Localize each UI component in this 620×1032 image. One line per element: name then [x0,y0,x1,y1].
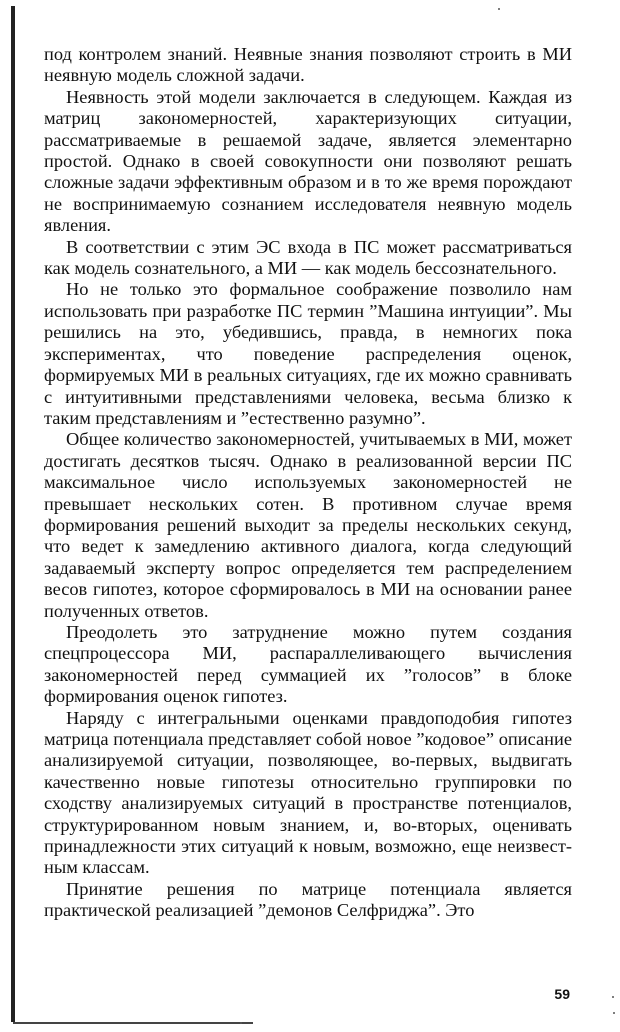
paragraph-potential-matrix: Наряду с интегральными оценками правдоподобия гипотез матрица потенциала представляет собой новое ”кодовое” описание анализируемой ситуации, позволяющее, во-первых, выдвигать качественно новые гипотезы относительно группировки по сходству анализируемых ситуаций в пространстве потенциалов, структурированном новым знанием, и, во-вторых, оценивать принадлежности этих ситуаций к новым, возможно, еще неизвестным классам. [44,707,572,878]
paragraph-implicitness: Неявность этой модели заключается в следующем. Каждая из матриц закономерностей, характеризующих ситуации, рассматриваемые в решаемой задаче, является элементарно простой. Однако в своей совокупности они позволяют решать сложные задачи эффективным образом и в то же время порождают не воспринимаемую сознанием исследователя неявную модель явления. [44,86,572,236]
scan-speck [612,996,614,998]
scan-speck [498,8,500,10]
paragraph-continuation: под контролем знаний. Неявные знания позволяют строить в МИ неявную модель сложной задачи. [44,44,572,86]
scan-speck [613,1012,615,1014]
page-body [44,44,572,922]
paragraph-intuition-machine: Но не только это формальное соображение позволило нам использовать при разработке ПС термин ”Машина интуиции”. Мы решились на это, убедившись, правда, в немногих пока экспериментах, что поведение распределения оценок, формируемых МИ в реальных ситуациях, где их можно сравнивать с интуитивными представлениями человека, весьма близко к таким представлениям и ”естественно разумно”. [44,279,572,428]
paragraph-selfridge-demons: Принятие решения по матрице потенциала является практической реализацией ”демонов Селфриджа”. Это [44,878,572,921]
paragraph-regularities-count: Общее количество закономерностей, учитываемых в МИ, может достигать десятков тысяч. Однако в реализованной версии ПС максимальное число используемых закономерностей не превышает нескольких сотен. В противном случае время формирования решений выходит за пределы нескольких секунд, что ведет к замедлению активного диалога, когда следующий задаваемый эксперту вопрос определяется тем распределением весов гипотез, которое сформировалось в МИ на основании ранее полученных ответов. [44,429,572,621]
scan-bottom-edge [13,1022,253,1024]
page-number: 59 [554,986,570,1002]
scan-binding-edge [11,6,15,1022]
paragraph-special-processor: Преодолеть это затруднение можно путем создания спецпроцессора МИ, распараллеливающего вычисления закономерностей перед суммацией их ”голосов” в блоке формирования оценок гипотез. [44,621,572,707]
paragraph-conscious-model: В соответствии с этим ЭС входа в ПС может рассматриваться как модель сознательного, а МИ — как модель бессознательного. [44,236,572,279]
scan-speck [240,1022,242,1024]
